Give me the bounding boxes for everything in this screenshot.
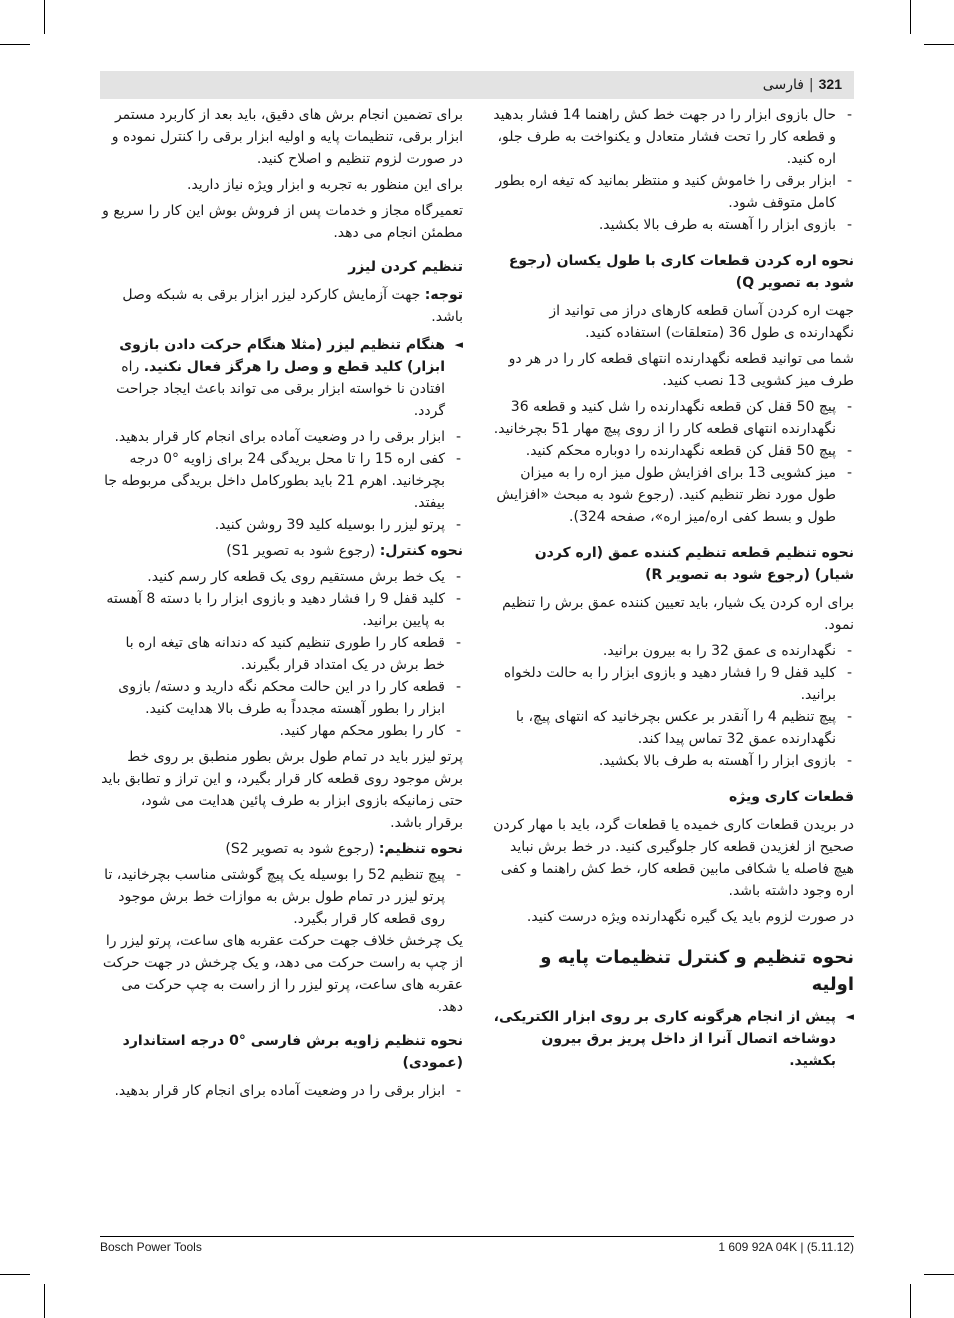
list-item-text: ابزار برقی را در وضعیت آماده برای انجام کار قرار بدهید. [114, 1083, 445, 1099]
list-item-text: بازوی ابزار را آهسته به طرف بالا بکشید. [598, 217, 836, 233]
crop-mark-bottom-left [44, 1284, 45, 1318]
list-item-text: یک خط برش مستقیم روی یک قطعه کار رسم کنید. [147, 569, 445, 585]
list-item: - ابزار برقی را خاموش کنید و منتظر بمانید که تیغه اره بطور کامل متوقف شود. [495, 173, 852, 211]
header-text [763, 76, 842, 93]
warning-text: پیش از انجام هرگونه کاری بر روی ابزار الکتریکی، دوشاخه اتصال آنرا از داخل پریز برق بیرون بکشید. [493, 1009, 836, 1069]
footer-rule [100, 1236, 854, 1237]
list-item: - کلید قفل 9 را فشار دهید و بازوی ابزار را به حالت دلخواه برانید. [503, 665, 852, 703]
section-heading: نحوه تنظیم زاویه برش فارسی °0 درجه استاندارد (عمودی) [122, 1033, 463, 1071]
adjust-text: (رجوع شود به تصویر S2) [225, 841, 379, 857]
crop-mark-top-right [910, 0, 911, 34]
list-item: - پرتو لیزر را بوسیله کلید 39 روشن کنید. [214, 517, 461, 533]
crop-mark-bottom-right [910, 1284, 911, 1318]
list-item: - نگهدارنده ی عمق 32 را به بیرون برانید. [602, 643, 852, 659]
list-item: - پیچ 50 قفل کن قطعه نگهدارنده را دوباره محکم کنید. [525, 443, 852, 459]
list-item-text: حال بازوی ابزار را در جهت خط کش راهنما 14 فشار بدهید و قطعه کار را تحت فشار متعادل و یکنواخت به طرف جلو، اره کنید. [493, 107, 836, 167]
list-item-text: قطعه کار را طوری تنظیم کنید که دندانه های تیغه اره با خط برش در یک امتداد قرار بگیرند. [125, 635, 445, 673]
paragraph: در صورت لزوم باید یک گیره نگهدارنده ویژه درست کنید. [526, 909, 854, 925]
warning-notice [100, 334, 463, 422]
section-heading: تنظیم کردن لیزر [348, 259, 463, 275]
paragraph: یک چرخش خلاف جهت حرکت عقربه های ساعت، پرتو لیزر را از چپ به راست حرکت می دهد، و یک چرخش در جهت حرکت عقربه های ساعت، پرتو لیزر را از راست به چپ حرکت می دهد. [102, 933, 463, 1015]
list-item-text: پیچ تنظیم 52 را بوسیله یک پیچ گوشتی مناسب بچرخانید، تا پرتو لیزر در تمام طول برش به موازات خط برش موجود روی قطعه کار قرار بگیرد. [104, 867, 445, 927]
control-line [100, 540, 463, 562]
list-item: - کلید قفل 9 را فشار دهید و بازوی ابزار را با دسته 8 آهسته به پایین برانید. [106, 591, 461, 629]
control-label: نحوه کنترل: [379, 543, 463, 559]
note-text: جهت آزمایش کارکرد لیزر ابزار برقی به شبکه وصل باشد. [122, 287, 463, 325]
list-item: - ابزار برقی را در وضعیت آماده برای انجام کار قرار بدهید. [114, 1083, 461, 1099]
page-header [100, 71, 854, 99]
list-item: - کار را بطور محکم مهار کنید. [279, 723, 461, 739]
section-heading: نحوه اره کردن قطعات کاری با طول یکسان (رجوع شود به تصویر Q) [508, 253, 854, 291]
warning-bold-text: هنگام تنظیم لیزر (مثلا هنگام حرکت دادن بازوی ابزار) کلید قطع و وصل را هرگز فعال نکنید. [119, 337, 445, 375]
crop-mark-bottom-right-h [924, 1274, 954, 1275]
list-item-text: پیچ 50 قفل کن قطعه نگهدارنده را دوباره محکم کنید. [525, 443, 836, 459]
list-item-text: قطعه کار را در این حالت محکم نگه دارید و دسته/ بازوی ابزار را بطور آهسته مجدداً به طرف بالا هدایت کنید. [118, 679, 445, 717]
adjust-line [100, 838, 463, 860]
paragraph: پرتو لیزر باید در تمام طول برش بطور منطبق بر روی خط برش موجود روی قطعه کار قرار بگیرد، و این تراز و تطابق باید حتی زمانیکه بازوی ابزار به طرف پائین هدایت می شود، برقرار باشد. [101, 749, 463, 831]
footer-brand: Bosch Power Tools [100, 1240, 202, 1254]
list-item: - قطعه کار را طوری تنظیم کنید که دندانه های تیغه اره با خط برش در یک امتداد قرار بگیرند. [125, 635, 461, 673]
list-item: - کفی اره 15 را تا محل بریدگی 24 برای زاویه °0 درجه بچرخانید. اهرم 21 باید بطورکامل داخل بریدگی مربوطه جا بیفتد. [104, 451, 461, 511]
adjust-label: نحوه تنظیم: [378, 841, 463, 857]
left-column [100, 104, 463, 1102]
crop-mark-top-left [44, 0, 45, 34]
list-item-text: نگهدارنده ی عمق 32 را به بیرون برانید. [602, 643, 836, 659]
crop-mark-top-right-h [924, 44, 954, 45]
paragraph: در بریدن قطعات کاری خمیده یا قطعات گرد، باید با مهار کردن صحیح از لغزیدن قطعه کار جلوگیری کنید. در خط برش نباید هیچ فاصله یا شکافی مابین قطعه کار، خط کش راهنما و کفی اره وجود داشته باشد. [493, 817, 854, 899]
crop-mark-bottom-left-h [0, 1274, 30, 1275]
list-item-text: پیچ تنظیم 4 را آنقدر بر عکس بچرخانید که انتهای پیچ، با نگهدارنده عمق 32 تماس پیدا کند. [515, 709, 836, 747]
main-heading: نحوه تنظیم و کنترل تنظیمات پایه و اولیه [540, 947, 854, 995]
section-heading: قطعات کاری ویژه [728, 789, 854, 805]
list-item: - بازوی ابزار را آهسته به طرف بالا بکشید. [598, 217, 852, 233]
list-item: - بازوی ابزار را آهسته به طرف بالا بکشید. [598, 753, 852, 769]
list-item-text: کار را بطور محکم مهار کنید. [279, 723, 445, 739]
page-number: 321 [818, 76, 842, 92]
list-item-text: کلید قفل 9 را فشار دهید و بازوی ابزار را به حالت دلخواه برانید. [503, 665, 836, 703]
list-item-text: کلید قفل 9 را فشار دهید و بازوی ابزار را با دسته 8 آهسته به پایین برانید. [106, 591, 445, 629]
note-paragraph [100, 284, 463, 328]
warning-normal-text: راه افتادن نا خواسته ابزار برقی می تواند باعث ایجاد جراحت گردد. [116, 359, 445, 419]
list-item: - پیچ تنظیم 52 را بوسیله یک پیچ گوشتی مناسب بچرخانید، تا پرتو لیزر در تمام طول برش به موازات خط برش موجود روی قطعه کار قرار بگیرد. [104, 867, 461, 927]
list-item: - یک خط برش مستقیم روی یک قطعه کار رسم کنید. [147, 569, 461, 585]
paragraph: شما می توانید قطعه نگهدارنده انتهای قطعه کار را در هر دو طرف میز کشویی 13 نصب کنید. [508, 351, 854, 389]
note-label: توجه: [424, 287, 463, 303]
section-heading: نحوه تنظیم قطعه تنظیم کننده عمق (اره کردن شیار) (رجوع شود به تصویر R) [534, 545, 854, 583]
list-item-text: ابزار برقی را در وضعیت آماده برای انجام کار قرار بدهید. [114, 429, 445, 445]
list-item: - قطعه کار را در این حالت محکم نگه دارید و دسته/ بازوی ابزار را بطور آهسته مجدداً به طرف بالا هدایت کنید. [118, 679, 461, 717]
header-language: فارسی [762, 77, 804, 93]
list-item-text: پیچ 50 قفل کن قطعه نگهدارنده را شل کنید و قطعه 36 نگهدارنده انتهای قطعه کار را از روی پیچ مهار 51 بچرخانید. [493, 399, 836, 437]
footer-code: 1 609 92A 04K | (5.11.12) [718, 1240, 854, 1254]
list-item: - پیچ تنظیم 4 را آنقدر بر عکس بچرخانید که انتهای پیچ، با نگهدارنده عمق 32 تماس پیدا کند. [515, 709, 852, 747]
warning-triangle-icon: ◄ [845, 1010, 854, 1023]
crop-mark-top-left-h [0, 44, 30, 45]
paragraph: برای اره کردن یک شیار، باید تعیین کننده عمق برش را تنظیم نمود. [502, 595, 854, 633]
paragraph: تعمیرگاه مجاز و خدمات پس از فروش بوش این کار را سریع و مطمئن انجام می دهد. [102, 203, 463, 241]
list-item-text: ابزار برقی را خاموش کنید و منتظر بمانید که تیغه اره بطور کامل متوقف شود. [495, 173, 836, 211]
warning-triangle-icon: ◄ [454, 338, 463, 351]
control-text: (رجوع شود به تصویر S1) [226, 543, 380, 559]
list-item: - پیچ 50 قفل کن قطعه نگهدارنده را شل کنید و قطعه 36 نگهدارنده انتهای قطعه کار را از روی پیچ مهار 51 بچرخانید. [493, 399, 852, 437]
list-item-text: بازوی ابزار را آهسته به طرف بالا بکشید. [598, 753, 836, 769]
paragraph: برای تضمین انجام برش های دقیق، باید بعد از کاربرد مستمر ابزار برقی، تنظیمات پایه و اولیه ابزار برقی را کنترل نموده و در صورت لزوم تنظیم و اصلاح کنید. [111, 107, 463, 167]
warning-notice [493, 1006, 854, 1072]
list-item-text: پرتو لیزر را بوسیله کلید 39 روشن کنید. [214, 517, 445, 533]
list-item: - میز کشویی 13 برای افزایش طول میز اره را به میزان طول مورد نظر تنظیم کنید. (رجوع شود به مبحث «افزایش طول و بسط کفی اره/میز اره»، صفحه 324). [496, 465, 852, 525]
right-column [493, 104, 854, 1076]
list-item: - حال بازوی ابزار را در جهت خط کش راهنما 14 فشار بدهید و قطعه کار را تحت فشار متعادل و یکنواخت به طرف جلو، اره کنید. [493, 107, 852, 167]
list-item: - ابزار برقی را در وضعیت آماده برای انجام کار قرار بدهید. [114, 429, 461, 445]
paragraph: برای این منظور به تجربه و ابزار ویژه نیاز دارید. [187, 177, 463, 193]
list-item-text: کفی اره 15 را تا محل بریدگی 24 برای زاویه °0 درجه بچرخانید. اهرم 21 باید بطورکامل داخل بریدگی مربوطه جا بیفتد. [104, 451, 445, 511]
header-separator: | [808, 77, 814, 93]
paragraph: جهت اره کردن آسان قطعه کارهای دراز می توانید از نگهدارنده ی طول 36 (متعلقات) استفاده کنید. [549, 303, 854, 341]
list-item-text: میز کشویی 13 برای افزایش طول میز اره را به میزان طول مورد نظر تنظیم کنید. (رجوع شود به مبحث «افزایش طول و بسط کفی اره/میز اره»، صفحه 324). [496, 465, 836, 525]
